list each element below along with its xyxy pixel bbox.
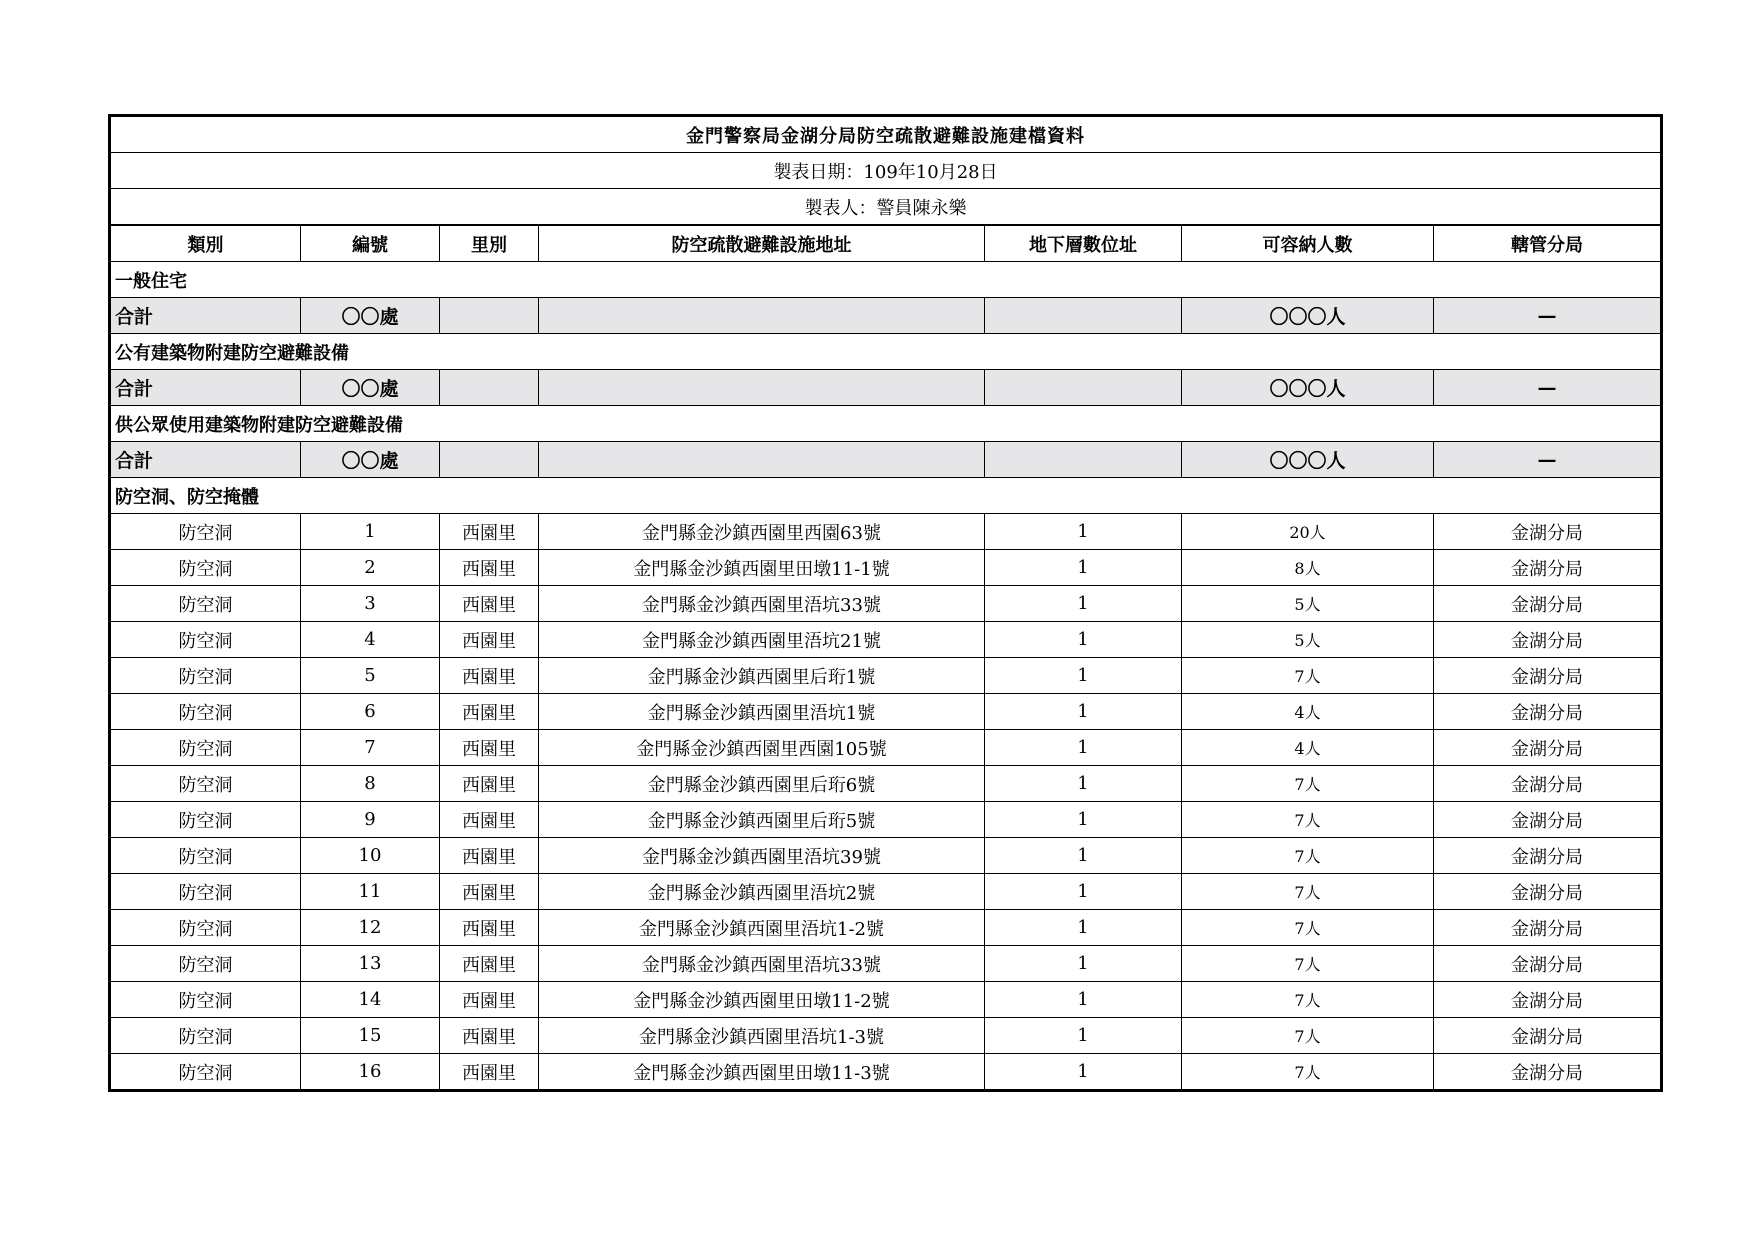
cell-village: 西園里 bbox=[440, 874, 539, 910]
cell-address: 金門縣金沙鎮西園里西園105號 bbox=[539, 730, 985, 766]
report-date: 製表日期：109年10月28日 bbox=[110, 153, 1662, 189]
cell-type: 防空洞 bbox=[110, 730, 301, 766]
col-header-branch: 轄管分局 bbox=[1434, 225, 1662, 262]
cell-address: 金門縣金沙鎮西園里浯坑33號 bbox=[539, 946, 985, 982]
subtotal-empty bbox=[985, 442, 1182, 478]
cell-capacity: 8人 bbox=[1182, 550, 1434, 586]
table-row bbox=[110, 514, 1662, 550]
subtotal-capacity: 〇〇〇人 bbox=[1182, 298, 1434, 334]
cell-branch: 金湖分局 bbox=[1434, 766, 1662, 802]
subtotal-empty bbox=[539, 370, 985, 406]
cell-address: 金門縣金沙鎮西園里西園63號 bbox=[539, 514, 985, 550]
cell-type: 防空洞 bbox=[110, 586, 301, 622]
cell-floor: 1 bbox=[985, 802, 1182, 838]
table-row bbox=[110, 658, 1662, 694]
cell-number: 5 bbox=[301, 658, 440, 694]
cell-village: 西園里 bbox=[440, 802, 539, 838]
cell-village: 西園里 bbox=[440, 514, 539, 550]
cell-floor: 1 bbox=[985, 766, 1182, 802]
subtotal-count: 〇〇處 bbox=[301, 298, 440, 334]
cell-number: 9 bbox=[301, 802, 440, 838]
cell-capacity: 5人 bbox=[1182, 622, 1434, 658]
cell-type: 防空洞 bbox=[110, 874, 301, 910]
cell-capacity: 4人 bbox=[1182, 694, 1434, 730]
cell-address: 金門縣金沙鎮西園里浯坑1號 bbox=[539, 694, 985, 730]
subtotal-empty bbox=[539, 442, 985, 478]
shelter-table bbox=[108, 114, 1663, 1092]
cell-type: 防空洞 bbox=[110, 838, 301, 874]
cell-capacity: 7人 bbox=[1182, 766, 1434, 802]
cell-address: 金門縣金沙鎮西園里浯坑1-2號 bbox=[539, 910, 985, 946]
cell-number: 16 bbox=[301, 1054, 440, 1091]
section-row bbox=[110, 262, 1662, 298]
section-row bbox=[110, 478, 1662, 514]
subtotal-label: 合計 bbox=[110, 370, 301, 406]
table-row bbox=[110, 550, 1662, 586]
cell-capacity: 20人 bbox=[1182, 514, 1434, 550]
cell-floor: 1 bbox=[985, 694, 1182, 730]
cell-branch: 金湖分局 bbox=[1434, 946, 1662, 982]
cell-capacity: 7人 bbox=[1182, 658, 1434, 694]
cell-capacity: 7人 bbox=[1182, 838, 1434, 874]
cell-capacity: 7人 bbox=[1182, 1054, 1434, 1091]
cell-number: 14 bbox=[301, 982, 440, 1018]
subtotal-capacity: 〇〇〇人 bbox=[1182, 370, 1434, 406]
subtotal-empty bbox=[440, 442, 539, 478]
table-row bbox=[110, 586, 1662, 622]
cell-type: 防空洞 bbox=[110, 550, 301, 586]
cell-type: 防空洞 bbox=[110, 802, 301, 838]
section-row bbox=[110, 334, 1662, 370]
report-maker: 製表人：警員陳永樂 bbox=[110, 189, 1662, 226]
cell-floor: 1 bbox=[985, 730, 1182, 766]
cell-floor: 1 bbox=[985, 982, 1182, 1018]
col-header-address: 防空疏散避難設施地址 bbox=[539, 225, 985, 262]
cell-type: 防空洞 bbox=[110, 766, 301, 802]
cell-number: 8 bbox=[301, 766, 440, 802]
subtotal-branch: — bbox=[1434, 442, 1662, 478]
table-row bbox=[110, 874, 1662, 910]
cell-village: 西園里 bbox=[440, 946, 539, 982]
cell-number: 4 bbox=[301, 622, 440, 658]
col-header-floor: 地下層數位址 bbox=[985, 225, 1182, 262]
cell-capacity: 7人 bbox=[1182, 910, 1434, 946]
section-title: 防空洞、防空掩體 bbox=[110, 478, 1662, 514]
cell-village: 西園里 bbox=[440, 550, 539, 586]
cell-branch: 金湖分局 bbox=[1434, 586, 1662, 622]
cell-floor: 1 bbox=[985, 910, 1182, 946]
cell-number: 3 bbox=[301, 586, 440, 622]
subtotal-branch: — bbox=[1434, 370, 1662, 406]
cell-village: 西園里 bbox=[440, 838, 539, 874]
cell-address: 金門縣金沙鎮西園里浯坑33號 bbox=[539, 586, 985, 622]
table-row bbox=[110, 802, 1662, 838]
cell-branch: 金湖分局 bbox=[1434, 982, 1662, 1018]
cell-village: 西園里 bbox=[440, 622, 539, 658]
cell-address: 金門縣金沙鎮西園里田墩11-1號 bbox=[539, 550, 985, 586]
subtotal-label: 合計 bbox=[110, 298, 301, 334]
cell-floor: 1 bbox=[985, 658, 1182, 694]
cell-village: 西園里 bbox=[440, 586, 539, 622]
cell-branch: 金湖分局 bbox=[1434, 514, 1662, 550]
cell-type: 防空洞 bbox=[110, 514, 301, 550]
cell-number: 7 bbox=[301, 730, 440, 766]
header-row bbox=[110, 225, 1662, 262]
document-title: 金門警察局金湖分局防空疏散避難設施建檔資料 bbox=[110, 116, 1662, 153]
subtotal-count: 〇〇處 bbox=[301, 442, 440, 478]
cell-village: 西園里 bbox=[440, 730, 539, 766]
cell-branch: 金湖分局 bbox=[1434, 658, 1662, 694]
cell-floor: 1 bbox=[985, 1054, 1182, 1091]
subtotal-empty bbox=[985, 298, 1182, 334]
cell-type: 防空洞 bbox=[110, 910, 301, 946]
col-header-number: 編號 bbox=[301, 225, 440, 262]
cell-address: 金門縣金沙鎮西園里浯坑2號 bbox=[539, 874, 985, 910]
cell-capacity: 7人 bbox=[1182, 982, 1434, 1018]
table-row bbox=[110, 1054, 1662, 1091]
cell-address: 金門縣金沙鎮西園里后珩6號 bbox=[539, 766, 985, 802]
cell-address: 金門縣金沙鎮西園里田墩11-2號 bbox=[539, 982, 985, 1018]
cell-type: 防空洞 bbox=[110, 1054, 301, 1091]
cell-floor: 1 bbox=[985, 838, 1182, 874]
cell-branch: 金湖分局 bbox=[1434, 622, 1662, 658]
section-title: 供公眾使用建築物附建防空避難設備 bbox=[110, 406, 1662, 442]
table-row bbox=[110, 982, 1662, 1018]
cell-capacity: 4人 bbox=[1182, 730, 1434, 766]
cell-number: 10 bbox=[301, 838, 440, 874]
subtotal-count: 〇〇處 bbox=[301, 370, 440, 406]
col-header-type: 類別 bbox=[110, 225, 301, 262]
section-title: 公有建築物附建防空避難設備 bbox=[110, 334, 1662, 370]
cell-capacity: 7人 bbox=[1182, 802, 1434, 838]
cell-branch: 金湖分局 bbox=[1434, 550, 1662, 586]
cell-type: 防空洞 bbox=[110, 694, 301, 730]
cell-floor: 1 bbox=[985, 586, 1182, 622]
subtotal-row bbox=[110, 298, 1662, 334]
cell-type: 防空洞 bbox=[110, 946, 301, 982]
cell-number: 1 bbox=[301, 514, 440, 550]
cell-number: 6 bbox=[301, 694, 440, 730]
cell-number: 12 bbox=[301, 910, 440, 946]
cell-type: 防空洞 bbox=[110, 658, 301, 694]
table-row bbox=[110, 730, 1662, 766]
cell-village: 西園里 bbox=[440, 910, 539, 946]
subtotal-empty bbox=[440, 298, 539, 334]
subtotal-row bbox=[110, 442, 1662, 478]
cell-floor: 1 bbox=[985, 622, 1182, 658]
cell-address: 金門縣金沙鎮西園里后珩1號 bbox=[539, 658, 985, 694]
cell-village: 西園里 bbox=[440, 1018, 539, 1054]
cell-address: 金門縣金沙鎮西園里浯坑1-3號 bbox=[539, 1018, 985, 1054]
cell-type: 防空洞 bbox=[110, 622, 301, 658]
cell-branch: 金湖分局 bbox=[1434, 910, 1662, 946]
cell-address: 金門縣金沙鎮西園里浯坑21號 bbox=[539, 622, 985, 658]
cell-capacity: 5人 bbox=[1182, 586, 1434, 622]
subtotal-row bbox=[110, 370, 1662, 406]
col-header-capacity: 可容納人數 bbox=[1182, 225, 1434, 262]
cell-address: 金門縣金沙鎮西園里后珩5號 bbox=[539, 802, 985, 838]
table-row bbox=[110, 1018, 1662, 1054]
cell-floor: 1 bbox=[985, 550, 1182, 586]
subtotal-empty bbox=[985, 370, 1182, 406]
cell-village: 西園里 bbox=[440, 766, 539, 802]
cell-branch: 金湖分局 bbox=[1434, 1018, 1662, 1054]
subtotal-branch: — bbox=[1434, 298, 1662, 334]
subtotal-capacity: 〇〇〇人 bbox=[1182, 442, 1434, 478]
subtotal-empty bbox=[539, 298, 985, 334]
cell-capacity: 7人 bbox=[1182, 874, 1434, 910]
cell-branch: 金湖分局 bbox=[1434, 730, 1662, 766]
col-header-village: 里別 bbox=[440, 225, 539, 262]
section-title: 一般住宅 bbox=[110, 262, 1662, 298]
table-row bbox=[110, 766, 1662, 802]
cell-capacity: 7人 bbox=[1182, 946, 1434, 982]
table-row bbox=[110, 622, 1662, 658]
cell-floor: 1 bbox=[985, 946, 1182, 982]
cell-floor: 1 bbox=[985, 1018, 1182, 1054]
cell-village: 西園里 bbox=[440, 694, 539, 730]
cell-type: 防空洞 bbox=[110, 1018, 301, 1054]
table-row bbox=[110, 910, 1662, 946]
table-row bbox=[110, 946, 1662, 982]
cell-number: 2 bbox=[301, 550, 440, 586]
cell-number: 13 bbox=[301, 946, 440, 982]
subtotal-empty bbox=[440, 370, 539, 406]
section-row bbox=[110, 406, 1662, 442]
cell-branch: 金湖分局 bbox=[1434, 1054, 1662, 1091]
table-row bbox=[110, 838, 1662, 874]
cell-branch: 金湖分局 bbox=[1434, 838, 1662, 874]
cell-capacity: 7人 bbox=[1182, 1018, 1434, 1054]
cell-floor: 1 bbox=[985, 514, 1182, 550]
cell-village: 西園里 bbox=[440, 982, 539, 1018]
cell-number: 11 bbox=[301, 874, 440, 910]
cell-number: 15 bbox=[301, 1018, 440, 1054]
cell-address: 金門縣金沙鎮西園里浯坑39號 bbox=[539, 838, 985, 874]
cell-branch: 金湖分局 bbox=[1434, 802, 1662, 838]
cell-address: 金門縣金沙鎮西園里田墩11-3號 bbox=[539, 1054, 985, 1091]
cell-branch: 金湖分局 bbox=[1434, 694, 1662, 730]
cell-floor: 1 bbox=[985, 874, 1182, 910]
cell-village: 西園里 bbox=[440, 658, 539, 694]
cell-type: 防空洞 bbox=[110, 982, 301, 1018]
subtotal-label: 合計 bbox=[110, 442, 301, 478]
cell-village: 西園里 bbox=[440, 1054, 539, 1091]
cell-branch: 金湖分局 bbox=[1434, 874, 1662, 910]
table-row bbox=[110, 694, 1662, 730]
